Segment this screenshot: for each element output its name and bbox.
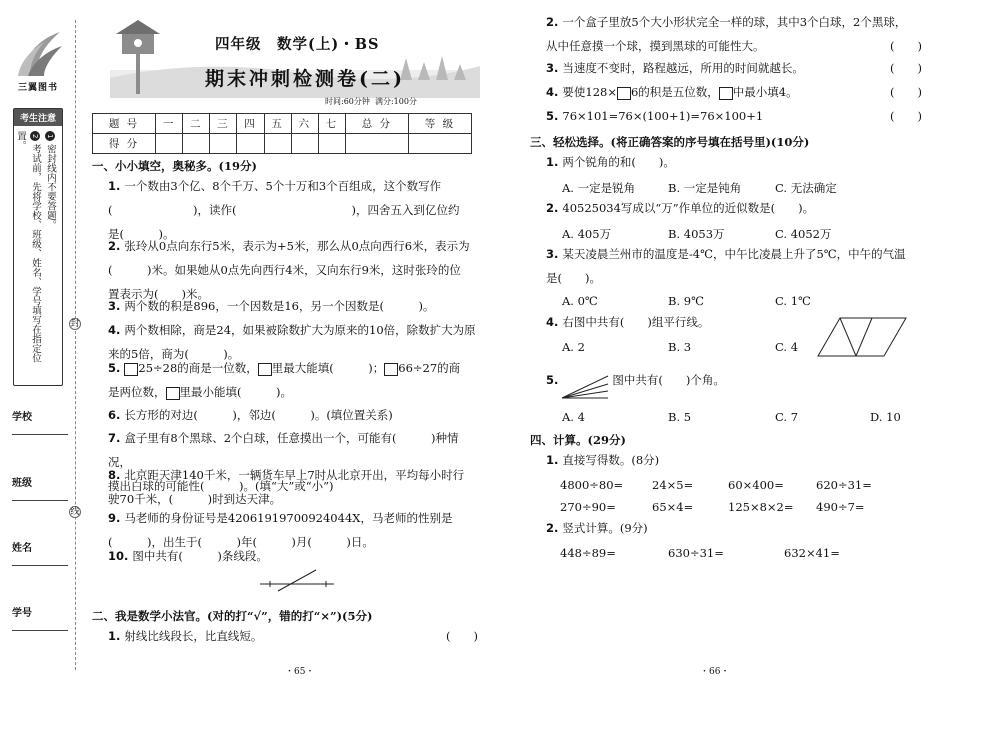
judge-question-2: 2. 一个盒子里放5个大小形状完全一样的球，其中3个白球，2个黑球， 从中任意摸一个球，摸到黑球的可能性大。 ( ) <box>546 10 922 58</box>
choice-question-2: 2. 40525034写成以“万”作单位的近似数是( )。 <box>546 201 815 215</box>
time-limit: 时间:60分钟 <box>325 97 370 106</box>
calc-item: 60×400= <box>728 478 784 492</box>
option-b: B. 一定是钝角 <box>668 181 742 195</box>
calc-item: 270÷90= <box>560 500 616 514</box>
notice-title: 考生注意 <box>14 109 62 126</box>
score-input[interactable] <box>237 134 264 154</box>
question-5: 5. 25÷28的商是一位数， 里最大能填( )； 66÷27的商 是两位数， 里最小能填( )。 <box>108 361 461 399</box>
full-score: 满分:100分 <box>374 97 417 106</box>
score-input[interactable] <box>183 134 210 154</box>
calc-item: 448÷89= <box>560 546 616 560</box>
student-id-label: 学号 <box>12 608 32 619</box>
question-9: 9. 马老师的身份证号是42061919700924044X，马老师的性别是 ( )，出生于( )年( )月( )日。 <box>108 511 453 549</box>
class-field[interactable] <box>12 474 68 489</box>
score-input[interactable] <box>318 134 345 154</box>
question-7: 7. 盒子里有8个黑球、2个白球，任意摸出一个，可能有( )种情况， 摸出白球的可能性( )。(填“大”或“小”) <box>108 431 459 493</box>
answer-paren[interactable]: ( ) <box>890 61 922 75</box>
score-cell: 等 级 <box>408 114 471 134</box>
score-cell: 四 <box>237 114 264 134</box>
option-a: A. 一定是锐角 <box>562 181 636 195</box>
section-1-title: 一、小小填空，奥秘多。(19分) <box>92 159 257 173</box>
option-b: B. 3 <box>668 340 692 354</box>
score-cell: 总 分 <box>345 114 408 134</box>
option-c: C. 无法确定 <box>775 181 837 195</box>
name-label: 姓名 <box>12 543 32 554</box>
score-table-row <box>93 134 472 154</box>
calc-item: 490÷7= <box>816 500 865 514</box>
notice-item-2: 考试前，先将学校、班级、姓名、学号填写在指定位置。 <box>15 131 41 363</box>
answer-paren[interactable]: ( ) <box>890 85 922 99</box>
judge-question-5: 5. 76×101=76×(100+1)=76×100+1 ( ) <box>546 104 922 128</box>
binding-mark-line: 线 <box>70 507 80 517</box>
student-id-field[interactable] <box>12 604 68 619</box>
judge-question-4: 4. 要使128× 6的积是五位数， 中最小填4。 ( ) <box>546 80 922 104</box>
score-cell: 六 <box>291 114 318 134</box>
school-label: 学校 <box>12 412 32 423</box>
option-a: A. 2 <box>562 340 585 354</box>
score-table-header <box>93 114 472 134</box>
grade-subject: 四年级 数学(上)・BS <box>215 36 380 53</box>
score-table <box>92 113 472 154</box>
option-c: C. 7 <box>775 410 799 424</box>
wing-logo-icon <box>14 28 64 80</box>
score-cell: 七 <box>318 114 345 134</box>
score-cell: 得 分 <box>93 134 156 154</box>
question-4: 4. 两个数相除，商是24，如果被除数扩大为原来的10倍，除数扩大为原 来的5倍，商为( )。 <box>108 323 476 361</box>
binding-mark-seal: 封 <box>70 319 80 329</box>
question-1: 1. 一个数由3个亿、8个千万、5个十万和3个百组成，这个数写作 ( )，读作( )，四舍五入到亿位约 是( )。 <box>108 179 460 241</box>
calc-item: 4800÷80= <box>560 478 624 492</box>
page-title: 期末冲刺检测卷(二) <box>205 68 405 90</box>
question-2: 2. 张玲从0点向东行5米，表示为+5米，那么从0点向西行6米，表示为 ( )米。如果她从0点先向西行4米，又向东行9米，这时张玲的位 置表示为( )米。 <box>108 239 470 301</box>
calc-item: 620÷31= <box>816 478 872 492</box>
score-cell: 一 <box>156 114 183 134</box>
name-field[interactable] <box>12 539 68 554</box>
score-input[interactable] <box>345 134 408 154</box>
publisher-name: 三翼图书 <box>17 83 58 93</box>
page-number-right: ・66・ <box>700 667 730 677</box>
blank-box[interactable] <box>719 87 733 100</box>
calc-item: 65×4= <box>652 500 694 514</box>
blank-box[interactable] <box>166 387 180 400</box>
score-cell: 三 <box>210 114 237 134</box>
calc-item: 24×5= <box>652 478 694 492</box>
binding-line <box>75 20 76 670</box>
section-3-title: 三、轻松选择。(将正确答案的序号填在括号里)(10分) <box>530 135 810 149</box>
choice-question-3: 3. 某天凌晨兰州市的温度是-4℃，中午比凌晨上升了5℃，中午的气温 是( )。 <box>546 247 906 285</box>
score-cell: 五 <box>264 114 291 134</box>
question-3: 3. 两个数的积是896，一个因数是16，另一个因数是( )。 <box>108 299 435 313</box>
option-c: C. 4 <box>775 340 799 354</box>
question-8: 8. 北京距天津140千米，一辆货车早上7时从北京开出，平均每小时行 驶70千米，( )时到达天津。 <box>108 468 465 506</box>
option-a: A. 405万 <box>562 227 612 241</box>
notice-item-1: 密封线内不要答题。 <box>45 144 56 230</box>
calc-question-1: 1. 直接写得数。(8分) <box>546 453 660 467</box>
angles-figure <box>560 374 610 403</box>
choice-question-4: 4. 右图中共有( )组平行线。 <box>546 315 710 329</box>
question-6: 6. 长方形的对边( )，邻边( )。(填位置关系) <box>108 408 393 422</box>
calc-item: 630÷31= <box>668 546 724 560</box>
score-input[interactable] <box>408 134 471 154</box>
judge-question-3: 3. 当速度不变时，路程越远，所用的时间就越长。 ( ) <box>546 56 922 80</box>
question-10: 10. 图中共有( )条线段。 <box>108 549 268 563</box>
exam-notice <box>13 108 63 386</box>
exam-meta <box>325 96 417 107</box>
notice-body: 1密封线内不要答题。 2考试前，先将学校、班级、姓名、学号填写在指定位置。 <box>15 131 56 363</box>
choice-question-1: 1. 两个锐角的和( )。 <box>546 155 675 169</box>
line-segments-figure <box>258 566 338 595</box>
choice-question-5: 5. 图中共有( )个角。 <box>546 373 725 387</box>
option-b: B. 5 <box>668 410 692 424</box>
blank-box[interactable] <box>384 363 398 376</box>
score-cell: 二 <box>183 114 210 134</box>
school-field[interactable] <box>12 408 68 423</box>
option-a: A. 0℃ <box>562 294 598 308</box>
page-number-left: ・65・ <box>285 667 315 677</box>
answer-paren[interactable]: ( ) <box>890 109 922 123</box>
score-input[interactable] <box>156 134 183 154</box>
answer-paren[interactable]: ( ) <box>446 629 478 643</box>
score-input[interactable] <box>264 134 291 154</box>
option-c: C. 1℃ <box>775 294 811 308</box>
answer-paren[interactable]: ( ) <box>890 39 922 53</box>
blank-box[interactable] <box>258 363 272 376</box>
section-4-title: 四、计算。(29分) <box>530 433 626 447</box>
calc-item: 125×8×2= <box>728 500 794 514</box>
option-b: B. 9℃ <box>668 294 704 308</box>
blank-box[interactable] <box>124 363 138 376</box>
score-cell: 题 号 <box>93 114 156 134</box>
calc-item: 632×41= <box>784 546 840 560</box>
class-label: 班级 <box>12 478 32 489</box>
judge-question-1: 1. 射线比线段长，比直线短。 ( ) <box>108 624 478 648</box>
section-2-title: 二、我是数学小法官。(对的打“√”，错的打“×”)(5分) <box>92 609 373 623</box>
option-c: C. 4052万 <box>775 227 832 241</box>
score-input[interactable] <box>291 134 318 154</box>
parallelogram-figure <box>816 316 910 361</box>
option-a: A. 4 <box>562 410 585 424</box>
option-b: B. 4053万 <box>668 227 725 241</box>
blank-box[interactable] <box>617 87 631 100</box>
option-d: D. 10 <box>870 410 901 424</box>
calc-question-2: 2. 竖式计算。(9分) <box>546 521 648 535</box>
score-input[interactable] <box>210 134 237 154</box>
